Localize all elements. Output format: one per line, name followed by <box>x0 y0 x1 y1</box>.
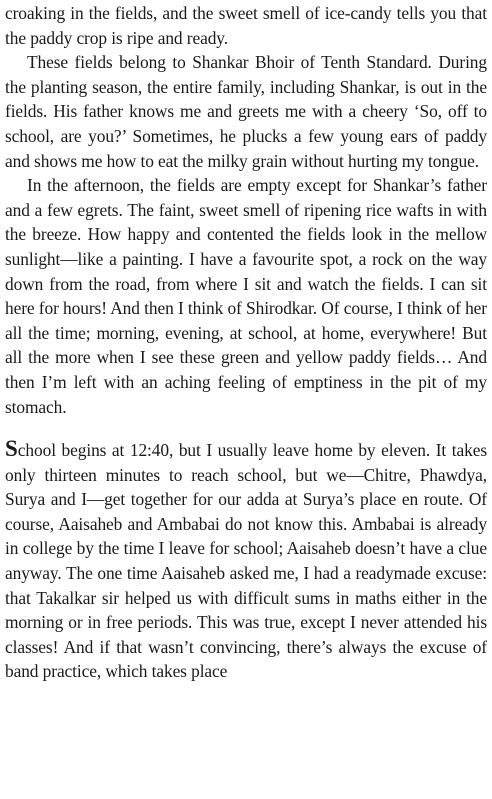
section-break <box>5 419 487 437</box>
section-2-paragraph <box>5 437 487 684</box>
book-page <box>5 0 487 799</box>
paragraph-3 <box>5 173 487 419</box>
paragraph-1-text: croaking in the fields, and the sweet smell of ice-candy tells you that the paddy crop is ripe and ready. <box>5 3 487 48</box>
paragraph-2-text: These fields belong to Shankar Bhoir of Tenth Standard. During the planting season, the entire family, including Shankar, is out in the fields. His father knows me and greets me with a cheery ‘So, off to school, are you?’ Sometimes, he plucks a few young ears of paddy and shows me how to eat the milky grain without hurting my tongue. <box>5 52 487 171</box>
paragraph-2 <box>5 50 487 173</box>
paragraph-1 <box>5 1 487 50</box>
section-2-text: chool begins at 12:40, but I usually leave home by eleven. It takes only thirteen minutes to reach school, but we—Chitre, Phawdya, Surya and I—get together for our adda at Surya’s place en route. Of course, Aaisaheb and Ambabai do not know this. Ambabai is already in college by the time I leave for school; Aaisaheb doesn’t have a clue anyway. The one time Aaisaheb asked me, I had a readymade excuse: that Takalkar sir helped us with difficult sums in maths either in the morning or in free periods. This was true, except I never attended his classes! And if that wasn’t convincing, there’s always the excuse of band practice, which takes place <box>5 440 487 682</box>
paragraph-3-text: In the afternoon, the fields are empty except for Shankar’s father and a few egrets. The faint, sweet smell of ripening rice wafts in with the breeze. How happy and contented the fields look in the mellow sunlight—like a painting. I have a favourite spot, a rock on the way down from the road, from where I sit and watch the fields. I can sit here for hours! And then I think of Shirodkar. Of course, I think of her all the time; morning, evening, at school, at home, everywhere! But all the more when I see these green and yellow paddy fields… And then I’m left with an aching feeling of emptiness in the pit of my stomach. <box>5 175 487 417</box>
drop-cap-letter: S <box>5 436 18 462</box>
